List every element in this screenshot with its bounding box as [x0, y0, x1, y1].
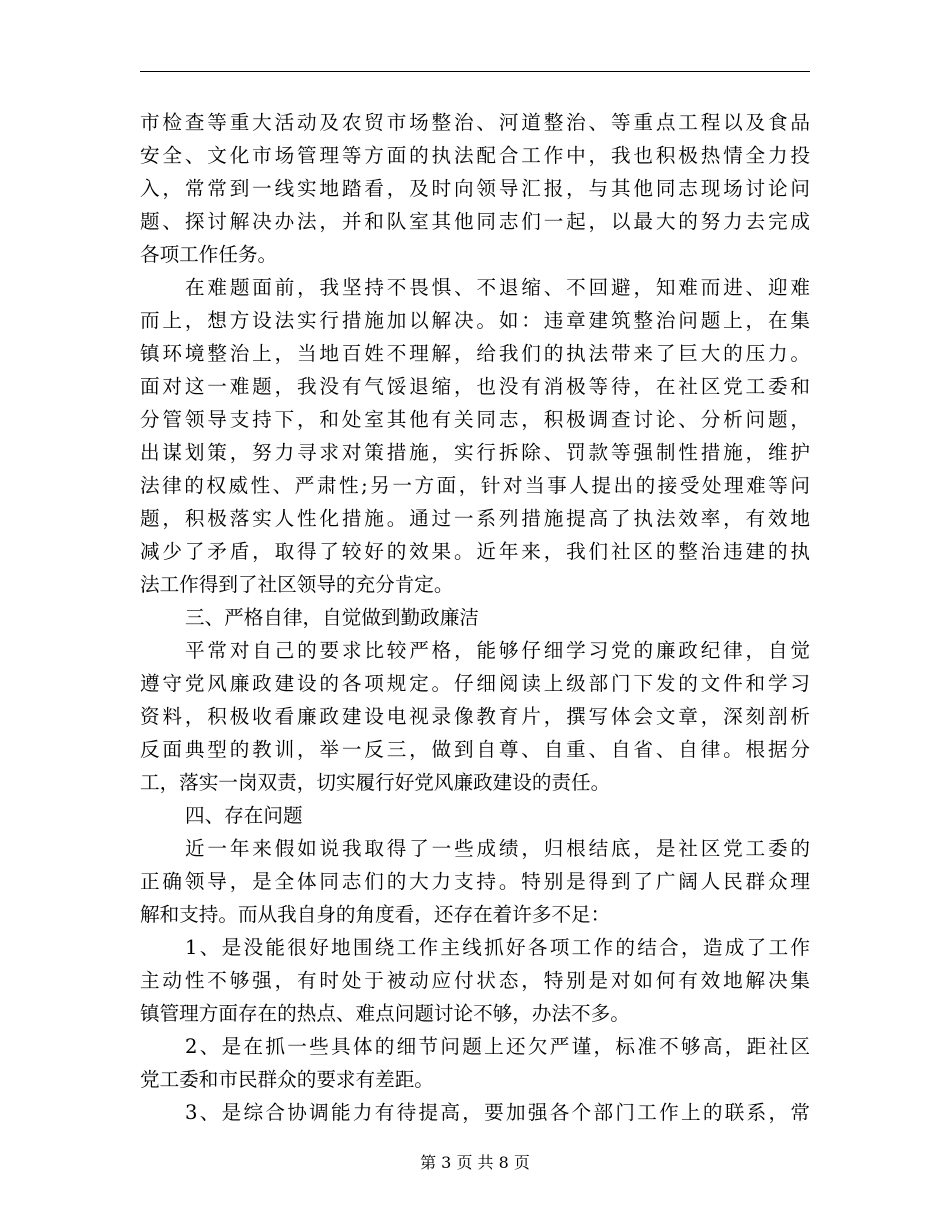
- text-line: 四、存在问题: [185, 804, 303, 827]
- text-line: 而上，想方设法实行措施加以解决。如：违章建筑整治问题上，在集: [140, 309, 810, 332]
- text-line: 党工委和市民群众的要求有差距。: [140, 1068, 434, 1091]
- page-number: 第 3 页 共 8 页: [420, 1153, 530, 1172]
- text-line: 分管领导支持下，和处室其他有关同志，积极调查讨论、分析问题，: [140, 408, 810, 431]
- text-line: 平常对自己的要求比较严格，能够仔细学习党的廉政纪律，自觉: [185, 639, 810, 662]
- text-line: 正确领导，是全体同志们的大力支持。特别是得到了广阔人民群众理: [140, 870, 810, 893]
- text-line: 1、是没能很好地围绕工作主线抓好各项工作的结合，造成了工作: [185, 936, 810, 959]
- text-line: 反面典型的教训，举一反三，做到自尊、自重、自省、自律。根据分: [140, 738, 810, 761]
- text-line: 近一年来假如说我取得了一些成绩，归根结底，是社区党工委的: [185, 837, 810, 860]
- text-line: 镇管理方面存在的热点、难点问题讨论不够，办法不多。: [140, 1002, 630, 1025]
- text-line: 2、是在抓一些具体的细节问题上还欠严谨，标准不够高，距社区: [185, 1035, 810, 1058]
- text-line: 各项工作任务。: [140, 243, 278, 266]
- text-line: 3、是综合协调能力有待提高，要加强各个部门工作上的联系，常: [185, 1101, 810, 1124]
- text-line: 出谋划策，努力寻求对策措施，实行拆除、罚款等强制性措施，维护: [140, 441, 810, 464]
- text-line: 解和支持。而从我自身的角度看，还存在着许多不足：: [140, 903, 611, 926]
- text-line: 题、探讨解决办法，并和队室其他同志们一起，以最大的努力去完成: [140, 210, 810, 233]
- text-line: 在难题面前，我坚持不畏惧、不退缩、不回避，知难而进、迎难: [185, 276, 810, 299]
- text-line: 主动性不够强，有时处于被动应付状态，特别是对如何有效地解决集: [140, 969, 810, 992]
- text-line: 法工作得到了社区领导的充分肯定。: [140, 573, 454, 596]
- text-line: 遵守党风廉政建设的各项规定。仔细阅读上级部门下发的文件和学习: [140, 672, 810, 695]
- text-line: 工，落实一岗双责，切实履行好党风廉政建设的责任。: [140, 771, 611, 794]
- text-line: 三、严格自律，自觉做到勤政廉洁: [185, 606, 479, 629]
- document-body: [140, 106, 810, 1129]
- text-line: 镇环境整治上，当地百姓不理解，给我们的执法带来了巨大的压力。: [140, 342, 810, 365]
- text-line: 安全、文化市场管理等方面的执法配合工作中，我也积极热情全力投: [140, 144, 810, 167]
- text-line: 市检查等重大活动及农贸市场整治、河道整治、等重点工程以及食品: [140, 111, 810, 134]
- text-line: 资料，积极收看廉政建设电视录像教育片，撰写体会文章，深刻剖析: [140, 705, 810, 728]
- text-line: 减少了矛盾，取得了较好的效果。近年来，我们社区的整治违建的执: [140, 540, 810, 563]
- text-line: 面对这一难题，我没有气馁退缩，也没有消极等待，在社区党工委和: [140, 375, 810, 398]
- text-line: 入，常常到一线实地踏看，及时向领导汇报，与其他同志现场讨论问: [140, 177, 810, 200]
- text-line: 法律的权威性、严肃性;另一方面，针对当事人提出的接受处理难等问: [140, 474, 810, 497]
- header-rule: [140, 71, 810, 72]
- text-line: 题，积极落实人性化措施。通过一系列措施提高了执法效率，有效地: [140, 507, 810, 530]
